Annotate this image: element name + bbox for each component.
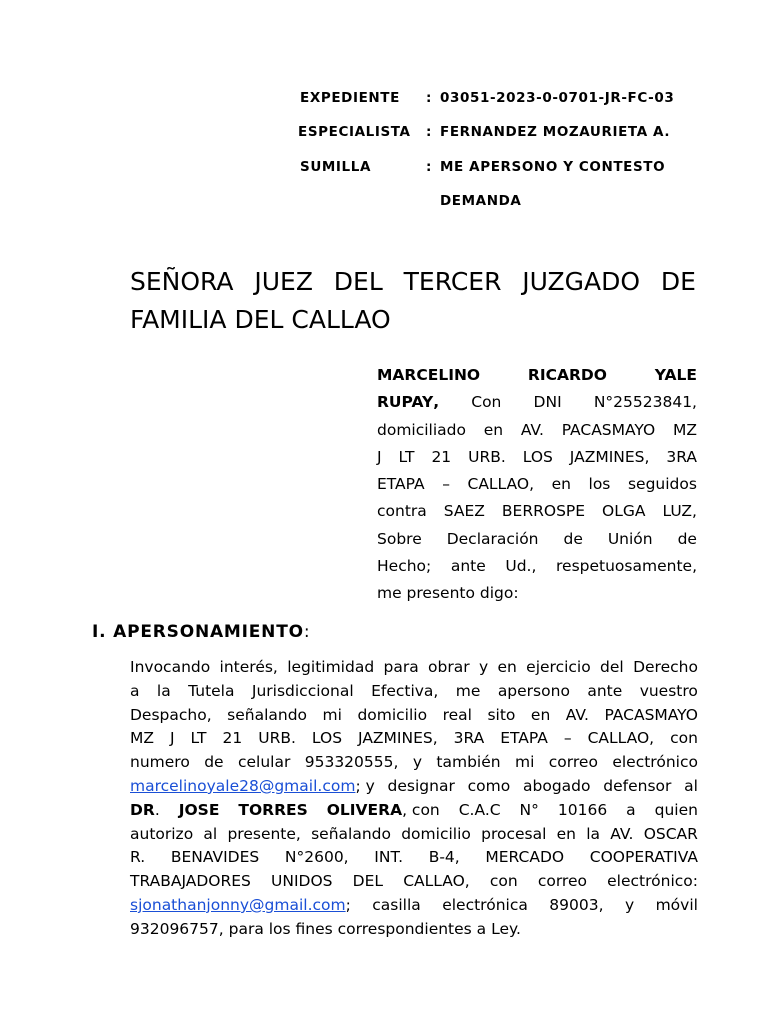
body-word: en xyxy=(556,824,577,843)
body-line-last: 932096757, para los fines correspondientes a Ley. xyxy=(130,919,521,938)
party-word: Unión xyxy=(607,529,653,548)
party-word: de xyxy=(677,529,697,548)
party-word: JAZMINES, xyxy=(569,447,650,466)
body-word: para xyxy=(383,658,419,676)
party-comma: , xyxy=(433,393,440,412)
body-line xyxy=(130,823,698,847)
body-line xyxy=(130,751,698,775)
party-word: LT xyxy=(398,447,415,466)
party-word: AV. xyxy=(520,420,544,439)
party-name-word: RICARDO xyxy=(527,366,607,384)
body-word: – xyxy=(563,729,572,748)
body-word: presente, xyxy=(227,824,301,843)
body-word: señalando xyxy=(227,705,308,724)
party-word: DNI xyxy=(533,393,562,412)
body-word: ante xyxy=(587,681,623,700)
body-word: Despacho, xyxy=(130,705,212,724)
party-word: J xyxy=(377,447,382,466)
party-line8 xyxy=(377,553,697,580)
lawyer-last xyxy=(327,799,440,823)
body-word: celular xyxy=(237,753,291,772)
party-word: respetuosamente, xyxy=(556,557,697,576)
expediente-label: EXPEDIENTE xyxy=(300,90,400,106)
section-colon: : xyxy=(303,622,311,642)
body-word: 21 xyxy=(222,729,243,748)
body-word: DEL xyxy=(352,872,384,891)
section-separator: . xyxy=(99,622,114,642)
body-word: numero xyxy=(130,753,190,772)
body-line xyxy=(130,775,698,799)
party-line2 xyxy=(377,389,697,416)
party-word: Declaración xyxy=(446,529,539,548)
header-especialista-row xyxy=(298,124,698,144)
expediente-colon: : xyxy=(426,90,432,106)
expediente-value: 03051-2023-0-0701-JR-FC-03 xyxy=(440,90,675,106)
body-word: a xyxy=(626,800,636,819)
lawyer-dot: . xyxy=(154,800,160,819)
body-word: apersono xyxy=(497,681,570,700)
body-word: me xyxy=(455,681,481,700)
body-word: Invocando xyxy=(130,658,211,676)
party-word: LOS xyxy=(522,447,553,466)
body-word: LOS xyxy=(311,729,343,748)
lawyer-name-word: OLIVERA xyxy=(326,800,403,819)
party-word: CALLAO, xyxy=(467,475,535,494)
body-word: Tutela xyxy=(188,681,235,700)
party-word: ETAPA xyxy=(377,475,425,494)
party-word: Hecho; xyxy=(377,557,432,576)
email-link-client[interactable]: marcelinoyale28@gmail.com xyxy=(130,776,356,795)
body-word: al xyxy=(684,776,698,795)
body-word: OSCAR xyxy=(643,824,698,843)
email-group xyxy=(130,894,351,918)
party-word: OLGA xyxy=(602,502,646,521)
party-word: PACASMAYO xyxy=(561,420,656,439)
body-word: de xyxy=(204,753,224,772)
section-title: APERSONAMIENTO xyxy=(113,622,304,642)
addressee-title-line2: FAMILIA DEL CALLAO xyxy=(130,305,391,334)
body-word: al xyxy=(203,824,218,843)
especialista-label: ESPECIALISTA xyxy=(298,124,411,140)
title-word: DE xyxy=(660,267,696,296)
body-word: R. xyxy=(130,848,146,867)
body-word: INT. xyxy=(374,848,404,867)
body-word: interés, xyxy=(219,658,278,676)
party-line4 xyxy=(377,444,697,471)
body-word: CALLAO, xyxy=(587,729,655,748)
body-word: mi xyxy=(514,753,535,772)
sumilla-label: SUMILLA xyxy=(300,159,371,175)
party-word: en xyxy=(483,420,504,439)
body-word: en xyxy=(530,705,551,724)
lawyer-title xyxy=(130,799,160,823)
body-word: TRABAJADORES xyxy=(130,872,251,891)
body-word: designar xyxy=(387,776,455,795)
body-word: casilla xyxy=(372,895,421,914)
body-word: JAZMINES, xyxy=(358,729,438,748)
body-word: URB. xyxy=(258,729,296,748)
body-word: autorizo xyxy=(130,824,194,843)
body-word: Jurisdiccional xyxy=(251,681,354,700)
body-word: 3RA xyxy=(453,729,485,748)
header-sumilla-row xyxy=(300,159,700,179)
body-word: del xyxy=(600,658,624,676)
lawyer-name-word: TORRES xyxy=(238,800,308,819)
body-word: y xyxy=(624,895,635,914)
body-word: también xyxy=(436,753,501,772)
body-word: mi xyxy=(322,705,342,724)
body-word: correo xyxy=(537,872,587,891)
body-word: 953320555, xyxy=(304,753,399,772)
body-word: N° xyxy=(519,800,539,819)
body-word: BENAVIDES xyxy=(170,848,260,867)
body-word: correo xyxy=(548,753,598,772)
party-line7 xyxy=(377,526,697,553)
party-word: los xyxy=(588,475,611,494)
party-line3 xyxy=(377,417,697,444)
especialista-colon: : xyxy=(426,124,432,140)
title-word: JUZGADO xyxy=(522,267,641,296)
body-line xyxy=(130,656,698,680)
header-expediente-row xyxy=(300,90,700,110)
body-line xyxy=(130,704,698,728)
party-name-last xyxy=(377,389,439,416)
body-word: electrónico: xyxy=(607,872,698,891)
body-line xyxy=(130,799,698,823)
body-word: con xyxy=(489,872,518,891)
party-word: ante xyxy=(450,557,486,576)
party-word: 21 xyxy=(431,447,452,466)
sumilla-colon: : xyxy=(426,159,432,175)
email-group xyxy=(130,775,375,799)
body-line xyxy=(130,870,698,894)
party-word: – xyxy=(442,475,450,494)
addressee-title-line1 xyxy=(130,263,696,301)
section-heading xyxy=(92,622,310,642)
body-word: y xyxy=(412,753,422,772)
body-word: AV. xyxy=(610,824,634,843)
body-line xyxy=(130,680,698,704)
body-word: la xyxy=(586,824,601,843)
body-word: a xyxy=(130,681,140,700)
party-word: 3RA xyxy=(666,447,697,466)
body-word: MERCADO xyxy=(485,848,565,867)
party-word: SAEZ xyxy=(443,502,485,521)
party-name-word: RUPAY xyxy=(377,393,434,412)
body-word: ; y xyxy=(355,776,375,795)
body-word: B-4, xyxy=(428,848,460,867)
title-word: JUEZ xyxy=(254,267,313,296)
body-word: sito xyxy=(487,705,516,724)
title-word: SEÑORA xyxy=(130,267,234,296)
body-word: la xyxy=(156,681,171,700)
body-word: COOPERATIVA xyxy=(589,848,698,867)
party-word: URB. xyxy=(468,447,506,466)
sumilla-value-line1: ME APERSONO Y CONTESTO xyxy=(440,159,666,175)
body-word: legitimidad xyxy=(287,658,375,676)
body-paragraph xyxy=(130,656,698,942)
body-word: y xyxy=(478,658,489,676)
party-word: en xyxy=(551,475,571,494)
body-word: , con xyxy=(402,800,440,819)
email-link-lawyer[interactable]: sjonathanjonny@gmail.com xyxy=(130,895,346,914)
party-line6 xyxy=(377,498,697,525)
body-word: domicilio xyxy=(401,824,471,843)
party-word: BERROSPE xyxy=(501,502,586,521)
body-line xyxy=(130,727,698,751)
party-identification xyxy=(377,362,697,608)
especialista-value: FERNANDEZ MOZAURIETA A. xyxy=(440,124,671,140)
body-word: obrar xyxy=(428,658,470,676)
body-word: 10166 xyxy=(557,800,608,819)
body-word: PACASMAYO xyxy=(604,705,698,724)
body-word: MZ xyxy=(130,729,154,748)
body-line xyxy=(130,894,698,918)
body-word: ; xyxy=(345,895,351,914)
body-word: N°2600, xyxy=(284,848,349,867)
body-line xyxy=(130,846,698,870)
body-word: como xyxy=(467,776,511,795)
party-name-word: YALE xyxy=(654,366,697,384)
body-word: abogado xyxy=(523,776,591,795)
body-word: UNIDOS xyxy=(271,872,333,891)
body-word: real xyxy=(442,705,472,724)
body-word: CALLAO, xyxy=(403,872,470,891)
body-word: con xyxy=(670,729,698,748)
body-word: J xyxy=(169,729,175,748)
body-word: electrónica xyxy=(442,895,528,914)
body-word: electrónico xyxy=(612,753,698,772)
party-word: Sobre xyxy=(377,529,422,548)
sumilla-value-line2: DEMANDA xyxy=(440,193,522,209)
party-word: seguidos xyxy=(627,475,697,494)
lawyer-dr: DR xyxy=(130,800,155,819)
party-dni: N°25523841, xyxy=(593,393,697,412)
body-word: señalando xyxy=(311,824,391,843)
body-word: en xyxy=(497,658,517,676)
body-word: domicilio xyxy=(357,705,428,724)
section-numeral: I xyxy=(92,622,100,642)
party-line5 xyxy=(377,471,697,498)
addressee-title xyxy=(130,263,696,339)
body-word: C.A.C xyxy=(458,800,501,819)
body-word: LT xyxy=(190,729,207,748)
party-word: Ud., xyxy=(505,557,537,576)
party-word: contra xyxy=(377,502,427,521)
body-word: ejercicio xyxy=(526,658,591,676)
title-word: TERCER xyxy=(403,267,502,296)
party-word: de xyxy=(563,529,583,548)
party-word: Con xyxy=(471,393,502,412)
body-word: 89003, xyxy=(549,895,604,914)
party-line9: me presento digo: xyxy=(377,584,519,603)
body-word: procesal xyxy=(481,824,547,843)
party-name-word: MARCELINO xyxy=(377,366,481,384)
lawyer-name-word: JOSE xyxy=(178,800,220,819)
body-word: ETAPA xyxy=(500,729,548,748)
party-word: MZ xyxy=(672,420,697,439)
party-word: LUZ, xyxy=(662,502,697,521)
body-word: vuestro xyxy=(639,681,698,700)
body-word: Derecho xyxy=(633,658,698,676)
body-word: Efectiva, xyxy=(371,681,439,700)
body-word: móvil xyxy=(655,895,698,914)
body-word: AV. xyxy=(565,705,589,724)
header-sumilla-row2 xyxy=(440,193,640,213)
body-word: defensor xyxy=(603,776,672,795)
party-word: domiciliado xyxy=(377,420,466,439)
body-word: quien xyxy=(654,800,698,819)
title-word: DEL xyxy=(333,267,383,296)
party-name-line1 xyxy=(377,362,697,389)
